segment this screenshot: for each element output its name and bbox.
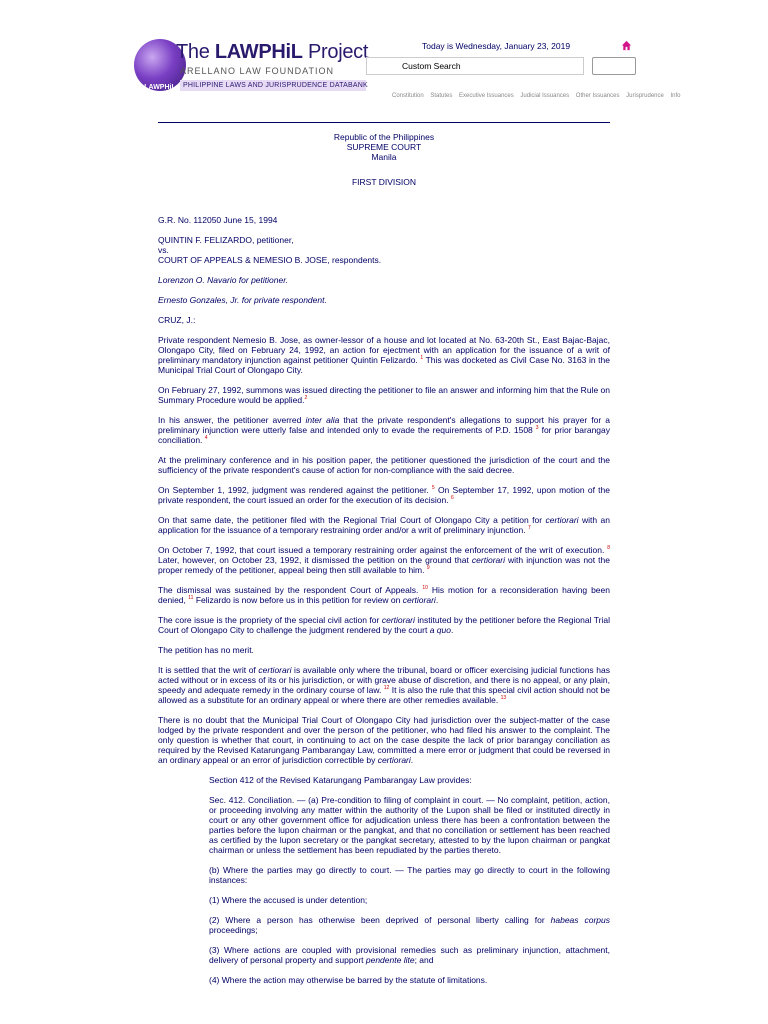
quote-intro: Section 412 of the Revised Katarungang Pambarangay Law provides: [209,775,472,785]
logo-title: The LAWPHiL Project [176,41,369,63]
footnote-link[interactable]: 4 [204,435,208,442]
nav-jurisprudence[interactable]: Jurisprudence [626,93,664,99]
paragraph: On that same date, the petitioner filed with the Regional Trial Court of Olongapo City a petition for certiorari with an application for the issuance of a temporary restraining order and/or a writ of preliminary injunction. $^7$ [158,515,610,535]
footnote-link[interactable]: 13 [500,695,507,702]
logo-tagline: PHILIPPINE LAWS AND JURISPRUDENCE DATABANK [180,80,366,91]
counsel-respondent [158,295,610,305]
footnote-link[interactable]: 3 [535,425,539,432]
paragraph: On October 7, 1992, that court issued a temporary restraining order against the enforcement of the writ of execution. $^8$ Later, however, on October 23, 1992, it dismissed the petition on the ground that certiorari with injunction was not the proper remedy of the petitioner, appeal being then still available to him. $^9$ [158,545,610,575]
heading-court: SUPREME COURT [346,142,422,152]
footnote-link[interactable]: 8 [607,545,610,552]
footnote-link[interactable]: 12 [383,685,390,692]
home-icon[interactable] [621,40,632,51]
nav-statutes[interactable]: Statutes [430,93,453,99]
counsel-respondent-text: Ernesto Gonzales, Jr. for private respondent. [158,295,327,305]
case-number: G.R. No. 112050 June 15, 1994 [158,215,278,225]
quote-paragraph: (b) Where the parties may go directly to court. — The parties may go directly to court in the following instances: [209,865,610,885]
decision-document [158,132,610,995]
nav-executive-issuances[interactable]: Executive Issuances [459,93,514,99]
paragraph: On September 1, 1992, judgment was rendered against the petitioner. $^5$ On September 17, 1992, upon motion of the private respondent, the court issued an order for the execution of its decision. $^6$ [158,485,610,505]
footnote-link[interactable]: 5 [431,485,435,492]
logo-globe-icon: LAWPHiL [134,39,186,91]
heading-city: Manila [371,152,397,162]
lawphil-logo[interactable] [134,37,369,93]
nav-judicial-issuances[interactable]: Judicial Issuances [520,93,570,99]
paragraph: It is settled that the writ of certiorari is available only where the tribunal, board or officer exercising judicial functions has acted without or in excess of its or his jurisdiction, or with grave abuse of discretion, and there is no appeal, or any plain, speedy and adequate remedy in the ordinary course of law. $^{12}$ It is also the rule that this special civil action should not be allowed as a substitute for an ordinary appeal or where there are other remedies available. $^{13}$ [158,665,610,705]
header-divider [158,122,610,123]
respondent-name: COURT OF APPEALS & NEMESIO B. JOSE, respondents. [158,255,382,265]
footnote-link[interactable]: 9 [426,565,430,572]
nav-other-issuances[interactable]: Other Issuances [575,93,620,99]
current-date: Today is Wednesday, January 23, 2019 [422,41,571,51]
case-parties [158,235,610,265]
ponente: CRUZ, J.: [158,315,196,325]
paragraph: The core issue is the propriety of the special civil action for certiorari instituted by the petitioner before the Regional Trial Court of Olongapo City to challenge the judgment rendered by the court a quo. [158,615,610,635]
paragraph: On February 27, 1992, summons was issued directing the petitioner to file an answer and informing him that the Rule on Summary Procedure would be applied.$^2$ [158,385,610,405]
paragraph: The petition has no merit. [158,645,254,655]
paragraph: Private respondent Nemesio B. Jose, as owner-lessor of a house and lot located at No. 63-20th St., East Bajac-Bajac, Olongapo City, filed on February 24, 1992, an action for ejectment with an application for the issuance of a writ of preliminary mandatory injunction against petitioner Quintin Felizardo. $^1$ This was docketed as Civil Case No. 3163 in the Municipal Trial Court of Olongapo City. [158,335,610,375]
quote-paragraph: (3) Where actions are coupled with provisional remedies such as preliminary injunction, attachment, delivery of personal property and support pendente lite; and [209,945,610,965]
footnote-link[interactable]: 2 [304,395,308,402]
footnote-link[interactable]: 7 [527,525,531,532]
paragraph: There is no doubt that the Municipal Trial Court of Olongapo City had jurisdiction over the subject-matter of the case lodged by the private respondent and over the person of the petitioner, who had filed his answer to the complaint. The only question is whether that court, in continuing to act on the case despite the lack of prior barangay conciliation as required by the Revised Katarungang Pambarangay Law, committed a mere error or judgment that could be reversed in an ordinary appeal or an error of jurisdiction correctible by certiorari. [158,715,610,765]
quote-paragraph: (2) Where a person has otherwise been deprived of personal liberty calling for habeas corpus proceedings; [209,915,611,935]
footnote-link[interactable]: 6 [450,495,454,502]
petitioner-name: QUINTIN F. FELIZARDO, petitioner, [158,235,294,245]
search-button[interactable] [592,57,636,75]
quote-paragraph: (1) Where the accused is under detention; [209,895,368,905]
paragraph: In his answer, the petitioner averred inter alia that the private respondent's allegations to support his prayer for a preliminary injunction were utterly false and intended only to evade the requirements of P.D. 1508 $^3$ for prior barangay conciliation. $^4$ [158,415,611,445]
paragraph: At the preliminary conference and in his position paper, the petitioner questioned the jurisdiction of the court and the sufficiency of the private respondent's cause of action for non-compliance with the said decree. [158,455,610,475]
nav-constitution[interactable]: Constitution [392,93,424,99]
footnote-link[interactable]: 1 [420,355,424,362]
counsel-petitioner-text: Lorenzon O. Navario for petitioner. [158,275,289,285]
court-heading [158,132,610,187]
logo-subtitle: ARELLANO LAW FOUNDATION [180,66,335,76]
versus: vs. [158,245,169,255]
quote-paragraph: Sec. 412. Conciliation. — (a) Pre-condition to filing of complaint in court. — No complaint, petition, action, or proceeding involving any matter within the authority of the Lupon shall be filed or instituted directly in court or any other government office for adjudication unless there has been a confrontation between the parties before the lupon chairman or the pangkat, and that no conciliation or settlement has been reached as certified by the lupon secretary or the pangkat secretary, attested to by the lupon chairman or pangkat chairman or unless the settlement has been repudiated by the parties thereto. [209,795,610,855]
search-input[interactable]: Custom Search [366,57,584,75]
footnote-link[interactable]: 10 [422,585,428,592]
heading-republic: Republic of the Philippines [333,132,435,142]
footnote-link[interactable]: 11 [188,595,194,602]
counsel-petitioner [158,275,610,285]
paragraph: The dismissal was sustained by the respondent Court of Appeals. $^{10}$ His motion for a reconsideration having been denied, $^{11}$ Felizardo is now before us in this petition for review on certiorari. [158,585,610,605]
main-nav [392,93,686,99]
nav-info[interactable]: Info [670,93,681,99]
heading-division: FIRST DIVISION [351,177,417,187]
quote-paragraph: (4) Where the action may otherwise be barred by the statute of limitations. [209,975,488,985]
